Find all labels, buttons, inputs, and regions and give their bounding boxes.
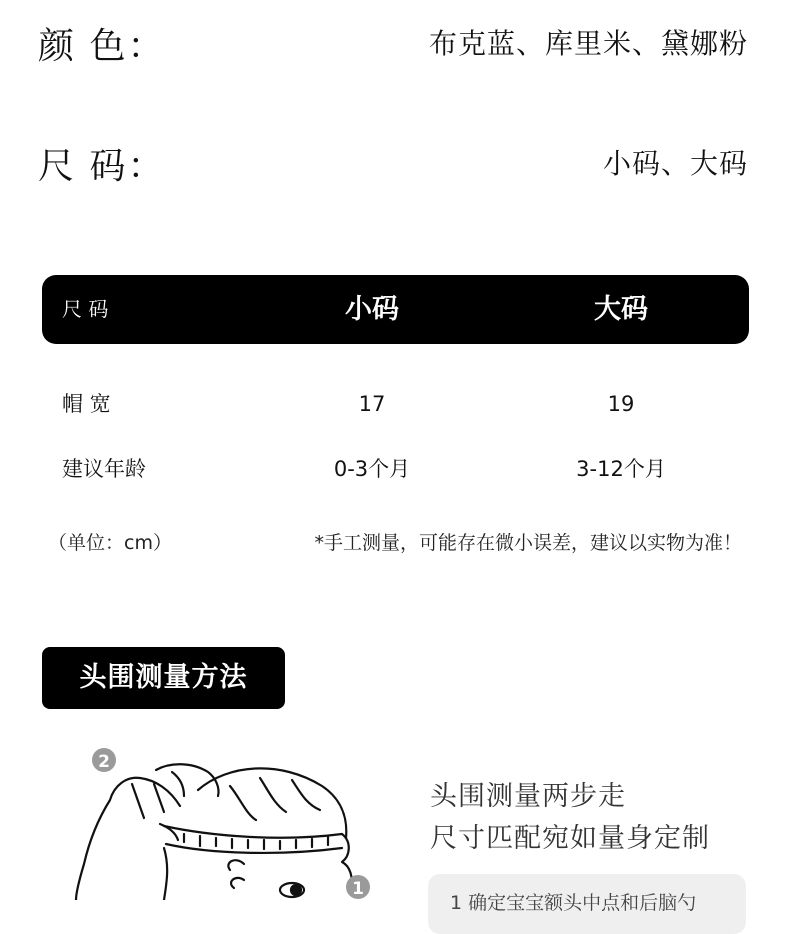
unit-note: （单位：cm） (48, 532, 172, 554)
cell-small-hat-width: 17 (358, 392, 386, 416)
step-2-marker-number: 2 (98, 752, 110, 772)
step-1-card (428, 874, 746, 934)
size-column-header: 尺 码 (62, 297, 109, 321)
color-label: 颜 色： (38, 26, 166, 67)
size-label: 尺 码： (38, 146, 166, 187)
row-label-age: 建议年龄 (62, 457, 146, 481)
head-measure-illustration (60, 738, 400, 900)
small-size-header: 小码 (345, 294, 399, 325)
step-1-text: 1 确定宝宝额头中点和后脑勺 (450, 892, 697, 914)
row-label-hat-width: 帽 宽 (62, 392, 111, 416)
large-size-header: 大码 (594, 294, 648, 325)
measurement-disclaimer: *手工测量，可能存在微小误差，建议以实物为准！ (314, 532, 742, 554)
step-1-marker-number: 1 (352, 879, 364, 899)
size-value: 小码、大码 (602, 147, 748, 180)
table-row (42, 384, 749, 424)
measure-intro-line1: 头围测量两步走 (430, 781, 626, 812)
measure-intro (430, 776, 710, 860)
cell-small-age: 0-3个月 (333, 457, 411, 481)
table-row (42, 449, 749, 489)
section-title-badge: 头围测量方法 (42, 647, 285, 709)
cell-large-hat-width: 19 (607, 392, 635, 416)
cell-large-age: 3-12个月 (576, 457, 666, 481)
measure-intro-line2: 尺寸匹配宛如量身定制 (430, 823, 710, 854)
color-value: 布克蓝、库里米、黛娜粉 (428, 27, 748, 60)
size-table-header (42, 275, 749, 344)
